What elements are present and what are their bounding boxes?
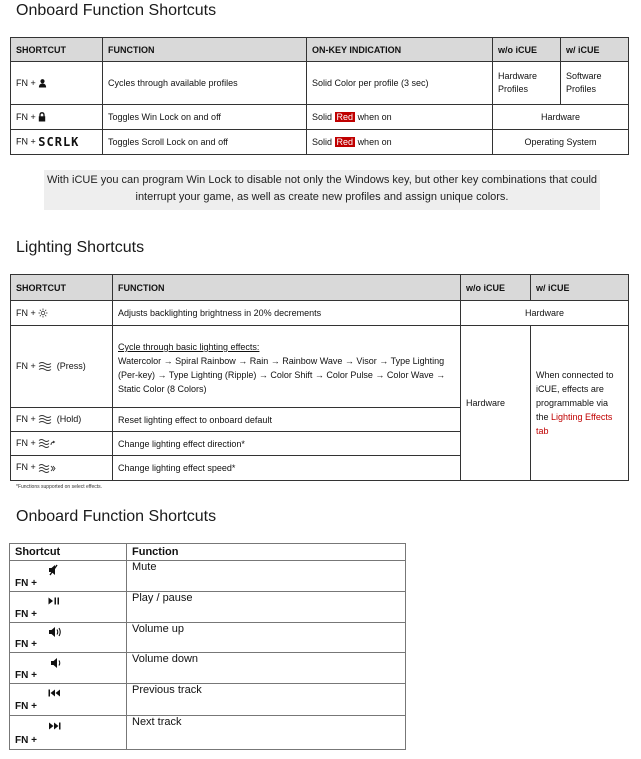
function-cell: Change lighting effect direction* — [113, 432, 461, 456]
table-row — [10, 561, 406, 592]
red-indicator: Red — [336, 137, 354, 147]
effects-cycle-list: Watercolor → Spiral Rainbow → Rain → Rainbow Wave → Visor → Type Lighting (Per-key) → Type Lighting (Ripple) → Color Shift → Color Pulse → Color Wave → Static Color (8 Colors) — [118, 356, 446, 394]
function-cell: Volume up — [127, 623, 406, 653]
function-cell — [113, 326, 461, 408]
red-indicator: Red — [336, 112, 354, 122]
fn-key-label: FN + — [16, 437, 36, 448]
lighting-effect-icon — [38, 361, 54, 372]
effects-cycle-title: Cycle through basic lighting effects: — [118, 342, 260, 352]
indication-cell: Solid Color per profile (3 sec) — [307, 62, 493, 105]
lock-icon — [38, 112, 46, 122]
function-cell: Next track — [127, 716, 406, 750]
footnote: *Functions supported on select effects. — [16, 484, 103, 490]
merged-with-icue-cell — [531, 326, 629, 481]
function-cell: Play / pause — [127, 592, 406, 623]
shortcut-cell — [11, 62, 103, 105]
table-row — [10, 684, 406, 716]
fn-key-label: FN + — [15, 578, 37, 589]
fn-key-label: FN + — [16, 307, 36, 318]
fn-key-label: FN + — [16, 413, 36, 424]
section1-title: Onboard Function Shortcuts — [16, 2, 217, 19]
fn-key-label: FN + — [15, 639, 37, 650]
press-label: (Press) — [56, 360, 86, 371]
shortcut-cell — [11, 301, 113, 326]
volume-down-icon — [50, 657, 62, 669]
hold-label: (Hold) — [56, 413, 82, 424]
merged-icue-cell: Operating System — [493, 130, 629, 155]
header-shortcut: Shortcut — [10, 544, 127, 561]
indication-prefix: Solid — [312, 112, 333, 122]
shortcut-cell — [11, 326, 113, 408]
shortcut-cell — [10, 592, 127, 623]
volume-up-icon — [48, 626, 64, 638]
header-shortcut: SHORTCUT — [11, 38, 103, 62]
merged-without-icue-cell: Hardware — [461, 326, 531, 481]
shortcut-cell — [11, 456, 113, 481]
function-cell: Cycles through available profiles — [103, 62, 307, 105]
function-cell: Adjusts backlighting brightness in 20% decrements — [113, 301, 461, 326]
brightness-icon — [38, 308, 48, 318]
merged-icue-cell: Hardware — [493, 105, 629, 130]
section3-title: Onboard Function Shortcuts — [16, 508, 217, 525]
shortcut-cell — [11, 130, 103, 155]
media-shortcuts-table — [9, 543, 406, 750]
fn-key-label: FN + — [16, 111, 36, 122]
indication-prefix: Solid — [312, 137, 333, 147]
indication-cell — [307, 130, 493, 155]
table-header-row — [11, 275, 629, 301]
fn-key-label: FN + — [16, 77, 36, 88]
table-header-row — [10, 544, 406, 561]
header-function: Function — [127, 544, 406, 561]
shortcut-cell — [11, 432, 113, 456]
mute-icon — [48, 564, 60, 576]
fn-key-label: FN + — [15, 670, 37, 681]
function-cell: Volume down — [127, 653, 406, 684]
onboard-shortcuts-table — [10, 37, 629, 155]
header-with-icue: w/ iCUE — [531, 275, 629, 301]
header-without-icue: w/o iCUE — [493, 38, 561, 62]
function-cell: Change lighting effect speed* — [113, 456, 461, 481]
shortcut-cell — [10, 684, 127, 716]
shortcut-cell — [10, 653, 127, 684]
icue-effects-note: When connected to iCUE, effects are programmable via the — [536, 370, 614, 422]
play-pause-icon — [48, 597, 60, 605]
next-track-icon — [48, 722, 61, 730]
indication-cell — [307, 105, 493, 130]
table-row — [11, 301, 629, 326]
header-function: FUNCTION — [113, 275, 461, 301]
header-indication: ON-KEY INDICATION — [307, 38, 493, 62]
header-shortcut: SHORTCUT — [11, 275, 113, 301]
fn-key-label: FN + — [16, 136, 36, 147]
fn-key-label: FN + — [15, 609, 37, 620]
shortcut-cell — [11, 408, 113, 432]
function-cell: Toggles Scroll Lock on and off — [103, 130, 307, 155]
shortcut-cell — [10, 716, 127, 750]
icue-note: With iCUE you can program Win Lock to disable not only the Windows key, but other key combinations that could interrupt your game, as well as create new profiles and assign unique colors. — [44, 170, 600, 210]
header-without-icue: w/o iCUE — [461, 275, 531, 301]
function-cell: Mute — [127, 561, 406, 592]
lighting-effects-tab-link: Lighting Effects tab — [536, 412, 613, 436]
indication-suffix: when on — [357, 112, 392, 122]
header-function: FUNCTION — [103, 38, 307, 62]
table-row — [11, 62, 629, 105]
function-cell: Toggles Win Lock on and off — [103, 105, 307, 130]
fn-key-label: FN + — [16, 360, 36, 371]
table-row — [10, 716, 406, 750]
previous-track-icon — [48, 689, 61, 697]
function-cell: Previous track — [127, 684, 406, 716]
table-row — [10, 592, 406, 623]
lighting-shortcuts-table — [10, 274, 629, 481]
fn-key-label: FN + — [15, 701, 37, 712]
table-row — [10, 653, 406, 684]
header-with-icue: w/ iCUE — [561, 38, 629, 62]
shortcut-cell — [10, 561, 127, 592]
scroll-lock-key-label: SCRLK — [38, 135, 80, 149]
lighting-speed-icon — [38, 463, 56, 474]
shortcut-cell — [11, 105, 103, 130]
merged-icue-cell: Hardware — [461, 301, 629, 326]
section2-title: Lighting Shortcuts — [16, 239, 145, 256]
shortcut-cell — [10, 623, 127, 653]
indication-suffix: when on — [357, 137, 392, 147]
table-row — [11, 105, 629, 130]
profile-icon — [38, 79, 47, 88]
with-icue-cell: Software Profiles — [561, 62, 629, 105]
table-row — [11, 326, 629, 408]
table-row — [11, 130, 629, 155]
fn-key-label: FN + — [15, 735, 37, 746]
table-row — [10, 623, 406, 653]
table-header-row — [11, 38, 629, 62]
function-cell: Reset lighting effect to onboard default — [113, 408, 461, 432]
fn-key-label: FN + — [16, 462, 36, 473]
lighting-direction-icon — [38, 438, 56, 449]
lighting-effect-icon — [38, 414, 54, 425]
without-icue-cell: Hardware Profiles — [493, 62, 561, 105]
